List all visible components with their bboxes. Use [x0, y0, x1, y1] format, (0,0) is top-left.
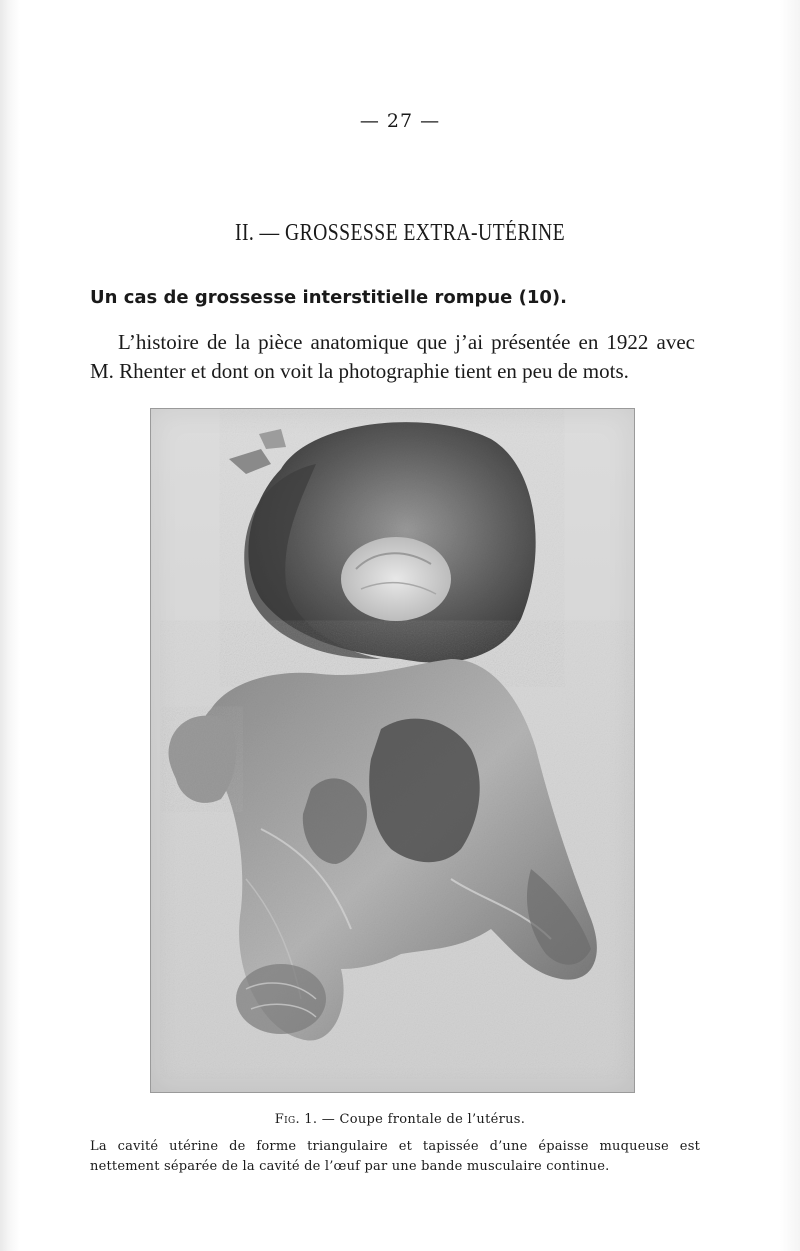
figure-label: Fig. 1.: [274, 1112, 318, 1127]
body-paragraph: L’histoire de la pièce anatomique que j’ai présentée en 1922 avec M. Rhenter et dont on voit la photographie tient en peu de mots.: [90, 330, 695, 383]
anatomical-photograph: [150, 408, 635, 1093]
figure-caption-text: La cavité utérine de forme triangulaire et tapissée d’une épaisse muqueuse est nettement séparée de la cavité de l’œuf par une bande musculaire continue.: [90, 1139, 700, 1174]
page-number: — 27 —: [359, 110, 441, 132]
figure-caption-title: [0, 1112, 800, 1127]
article-title: Un cas de grossesse interstitielle rompue (10).: [90, 287, 567, 308]
section-heading: II. — GROSSESSE EXTRA-UTÉRINE: [234, 220, 566, 246]
uterus-specimen-image: [151, 409, 634, 1092]
figure-title: — Coupe frontale de l’utérus.: [321, 1112, 526, 1127]
